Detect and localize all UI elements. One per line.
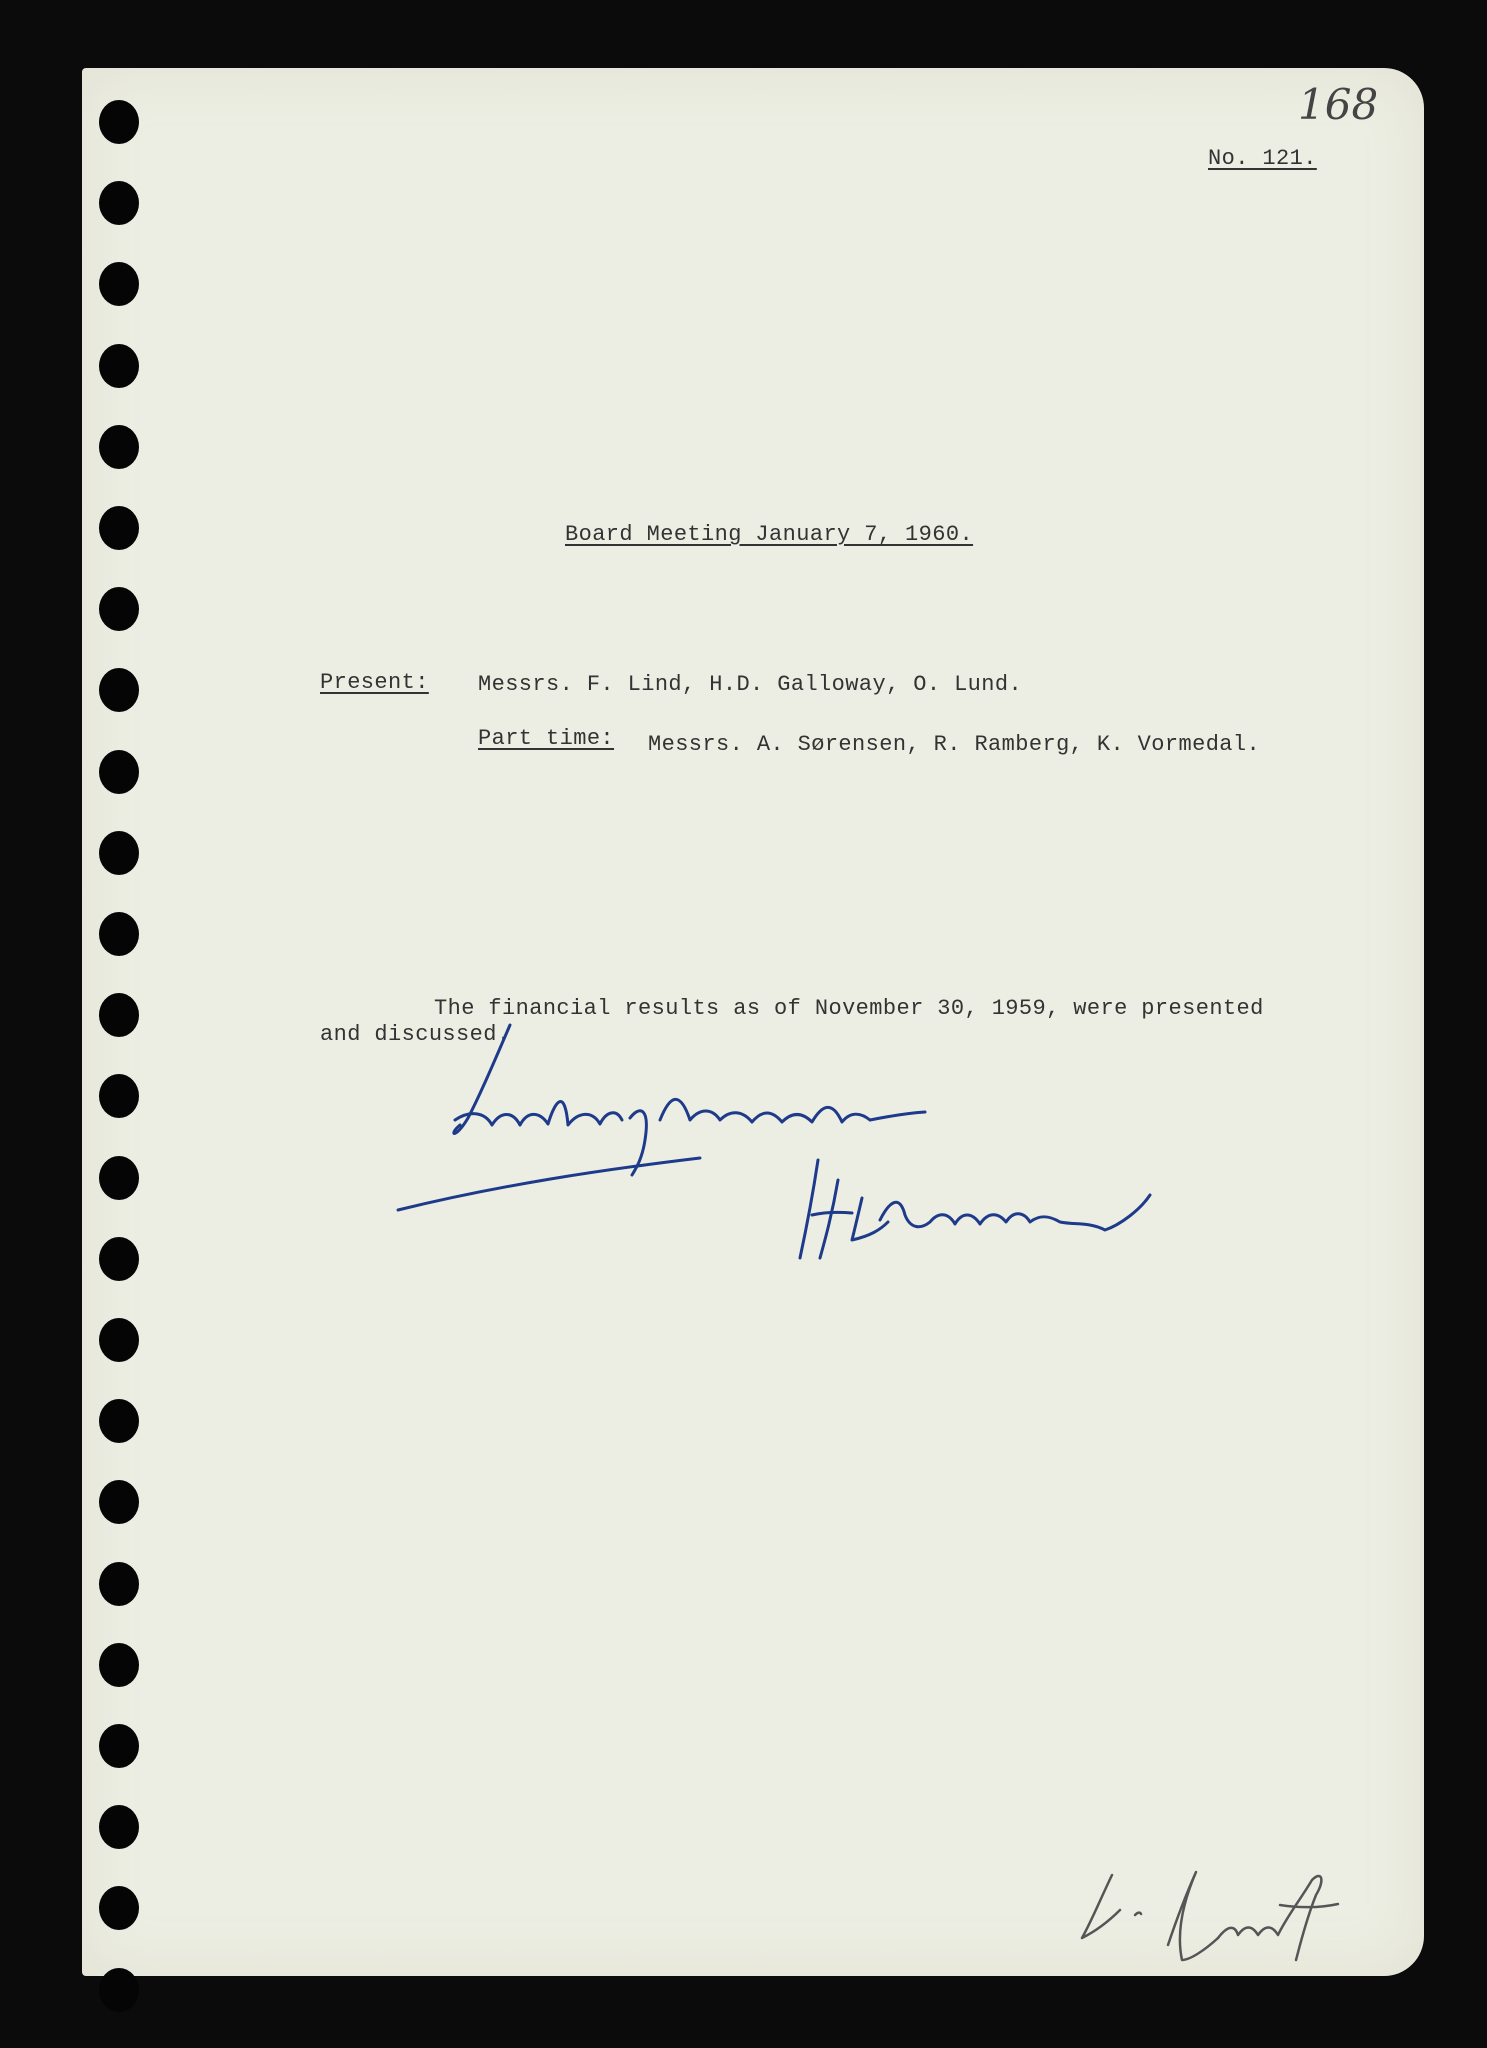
present-label: Present:: [320, 670, 429, 695]
signature-third: [1082, 1872, 1338, 1960]
meeting-title: Board Meeting January 7, 1960.: [565, 522, 974, 547]
document-number: No. 121.: [1208, 146, 1317, 171]
body-line-2: and discussed.: [320, 1022, 511, 1047]
part-time-label: Part time:: [478, 726, 615, 751]
present-names: Messrs. F. Lind, H.D. Galloway, O. Lund.: [478, 672, 1023, 697]
body-line-1: The financial results as of November 30, 1959, were presented: [434, 996, 1264, 1021]
signature-first: [398, 1025, 925, 1210]
part-time-names: Messrs. A. Sørensen, R. Ramberg, K. Vormedal.: [648, 732, 1261, 757]
handwritten-page-number: 168: [1298, 80, 1379, 129]
signature-second: [800, 1160, 1150, 1258]
